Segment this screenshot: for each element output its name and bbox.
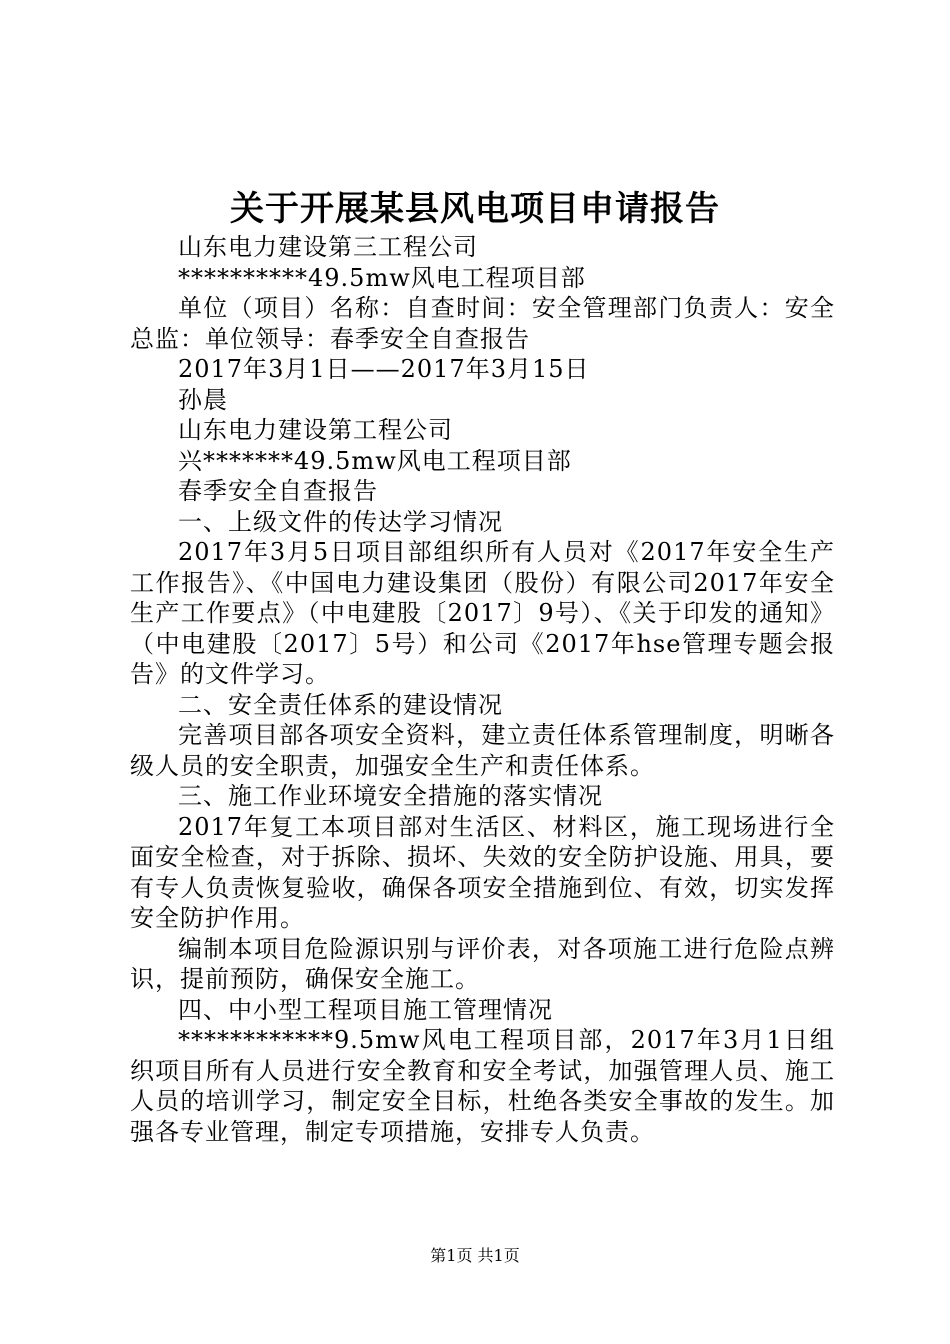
paragraph-company-2: 山东电力建设第工程公司 (178, 416, 453, 444)
section-body-3a: 2017年复工本项目部对生活区、材料区，施工现场进行全面安全检查，对于拆除、损坏、失效的安全防护设施、用具，要有专人负责恢复验收，确保各项安全措施到位、有效，切实发挥安全防护作用。 (130, 812, 835, 932)
section-body-2: 完善项目部各项安全资料，建立责任体系管理制度，明晰各级人员的安全职责，加强安全生产和责任体系。 (130, 721, 835, 780)
paragraph-project-dept: **********49.5mw风电工程项目部 (178, 263, 586, 292)
paragraph-project-dept-2: 兴*******49.5mw风电工程项目部 (178, 446, 572, 475)
paragraph-company: 山东电力建设第三工程公司 (178, 233, 478, 261)
page-footer: 第1页 共1页 (430, 1246, 520, 1265)
section-body-4: ************9.5mw风电工程项目部，2017年3月1日组织项目所有人员进行安全教育和安全考试，加强管理人员、施工人员的培训学习，制定安全目标，杜绝各类安全事故的发生。加强各专业管理，制定专项措施，安排专人负责。 (130, 1026, 835, 1146)
section-body-3b: 编制本项目危险源识别与评价表，对各项施工进行危险点辨识，提前预防，确保安全施工。 (130, 934, 835, 993)
paragraph-report-name: 春季安全自查报告 (178, 477, 378, 505)
document-body (130, 232, 835, 1147)
paragraph-form-fields: 单位（项目）名称：自查时间：安全管理部门负责人：安全总监：单位领导：春季安全自查报告 (130, 294, 835, 353)
section-body-1: 2017年3月5日项目部组织所有人员对《2017年安全生产工作报告》、《中国电力建设集团（股份）有限公司2017年安全生产工作要点》（中电建股〔2017〕9号）、《关于印发的通知》（中电建股〔2017〕5号）和公司《2017年hse管理专题会报告》的文件学习。 (130, 538, 835, 688)
section-heading-1: 一、上级文件的传达学习情况 (178, 507, 503, 536)
section-heading-2: 二、安全责任体系的建设情况 (178, 690, 503, 719)
paragraph-date-range: 2017年3月1日——2017年3月15日 (178, 355, 590, 383)
section-heading-3: 三、施工作业环境安全措施的落实情况 (178, 782, 603, 810)
paragraph-author: 孙晨 (178, 385, 228, 414)
document-title: 关于开展某县风电项目申请报告 (230, 189, 720, 229)
section-heading-4: 四、中小型工程项目施工管理情况 (178, 995, 553, 1024)
